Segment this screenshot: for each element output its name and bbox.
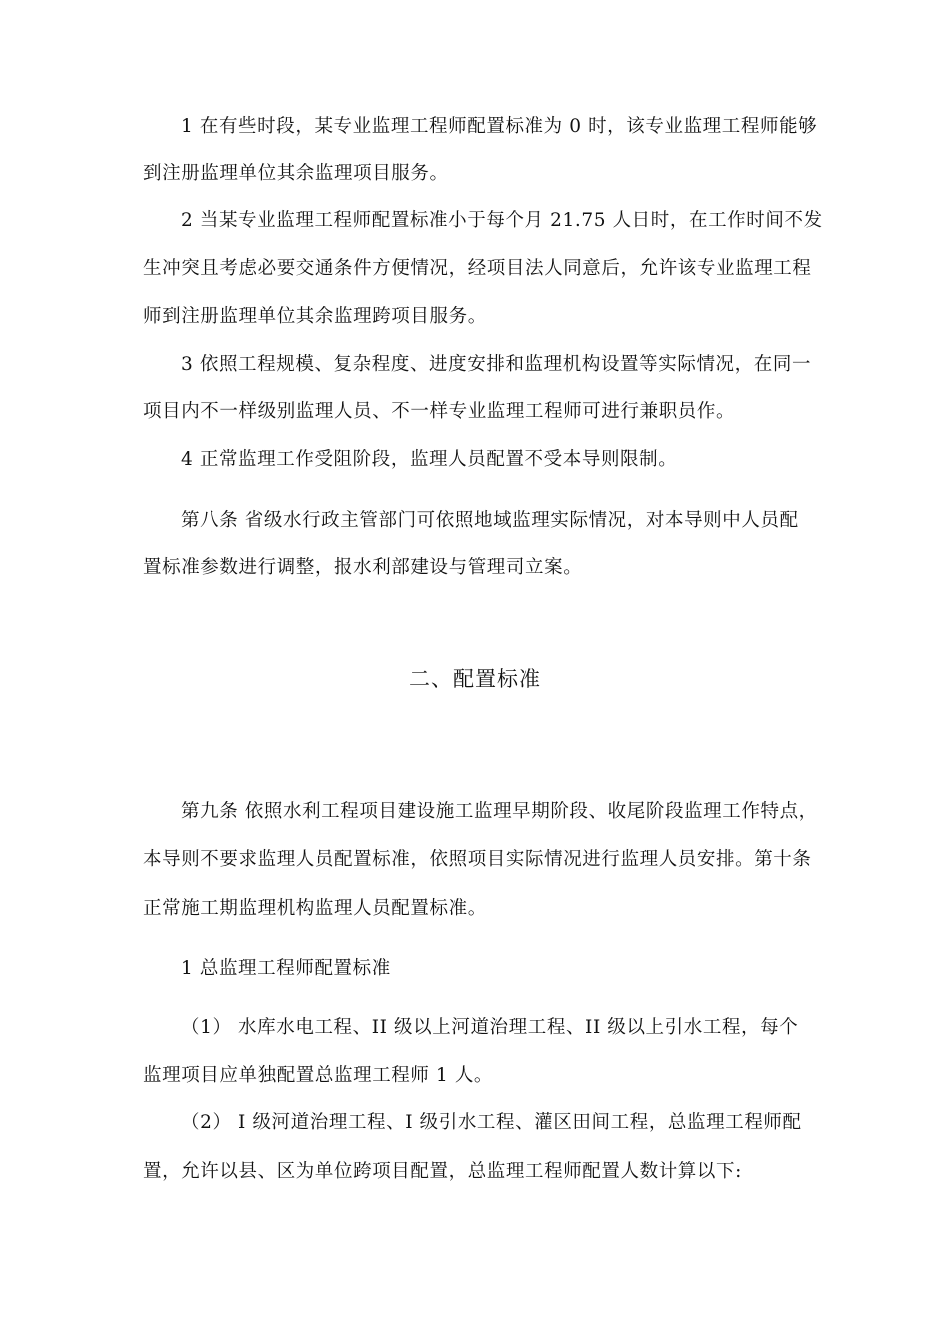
item-1-1-line-1: （1） 水库水电工程、II 级以上河道治理工程、II 级以上引水工程，每个 bbox=[181, 1017, 799, 1038]
article-9-line-3: 正常施工期监理机构监理人员配置标准。 bbox=[143, 898, 487, 919]
paragraph-2-line-2: 生冲突且考虑必要交通条件方便情况，经项目法人同意后，允许该专业监理工程 bbox=[143, 258, 812, 279]
paragraph-1-line-2: 到注册监理单位其余监理项目服务。 bbox=[143, 163, 449, 184]
paragraph-1-line-1: 1 在有些时段，某专业监理工程师配置标准为 0 时，该专业监理工程师能够 bbox=[181, 116, 818, 137]
paragraph-3-line-2: 项目内不一样级别监理人员、不一样专业监理工程师可进行兼职员作。 bbox=[143, 401, 736, 422]
article-9-line-1: 第九条 依照水利工程项目建设施工监理早期阶段、收尾阶段监理工作特点， bbox=[181, 801, 818, 822]
item-1-1-line-2: 监理项目应单独配置总监理工程师 1 人。 bbox=[143, 1065, 494, 1086]
article-8-line-1: 第八条 省级水行政主管部门可依照地域监理实际情况，对本导则中人员配 bbox=[181, 510, 799, 531]
item-1-2-line-2: 置，允许以县、区为单位跨项目配置，总监理工程师配置人数计算以下: bbox=[143, 1161, 742, 1182]
paragraph-2-line-3: 师到注册监理单位其余监理跨项目服务。 bbox=[143, 306, 487, 327]
article-8-line-2: 置标准参数进行调整，报水利部建设与管理司立案。 bbox=[143, 557, 583, 578]
paragraph-4-line-1: 4 正常监理工作受阻阶段，监理人员配置不受本导则限制。 bbox=[181, 449, 678, 470]
item-1-2-line-1: （2） I 级河道治理工程、I 级引水工程、灌区田间工程，总监理工程师配 bbox=[181, 1112, 802, 1133]
section-heading: 二、配置标准 bbox=[409, 667, 541, 691]
paragraph-3-line-1: 3 依照工程规模、复杂程度、进度安排和监理机构设置等实际情况，在同一 bbox=[181, 354, 812, 375]
article-9-line-2: 本导则不要求监理人员配置标准，依照项目实际情况进行监理人员安排。第十条 bbox=[143, 849, 812, 870]
item-1-heading: 1 总监理工程师配置标准 bbox=[181, 958, 391, 979]
paragraph-2-line-1: 2 当某专业监理工程师配置标准小于每个月 21.75 人日时，在工作时间不发 bbox=[181, 210, 823, 231]
